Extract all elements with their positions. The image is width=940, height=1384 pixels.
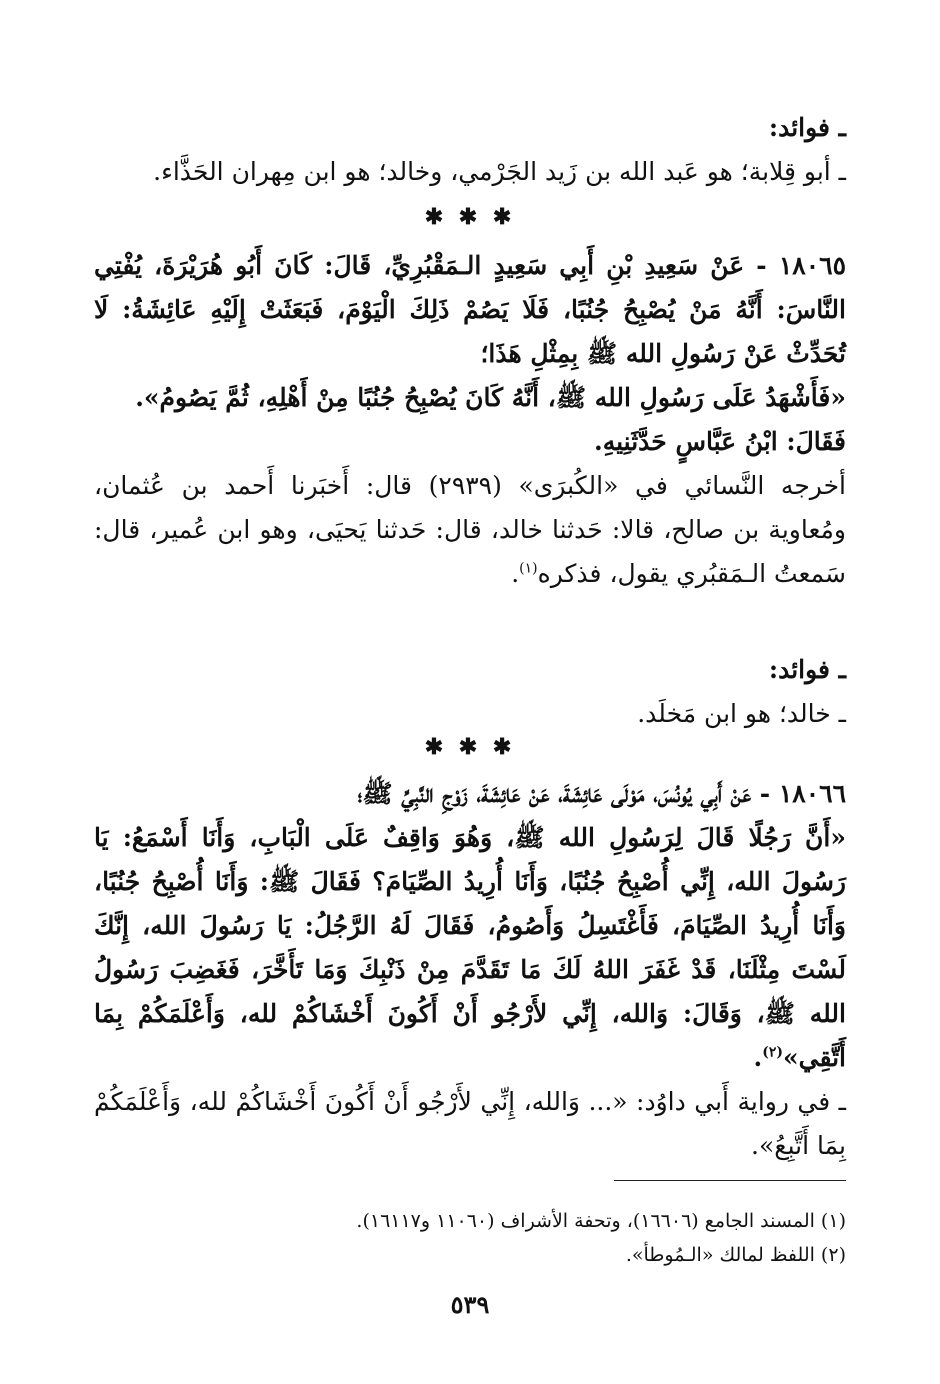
notes-heading-2: ـ فوائد: [768, 655, 846, 684]
hadith-18066-variant: ـ في رواية أَبي داوُد: «... وَالله، إِنِّي لأَرْجُو أَنْ أَكُونَ أَخْشَاكُمْ لله، وَأَعْلَمَكُمْ بِمَا أَتَّبِعُ». [94, 1087, 846, 1160]
takhrij-end: . [511, 559, 520, 588]
notes-line-1: ـ أبو قِلابة؛ هو عَبد الله بن زَيد الجَرْمي، وخالد؛ هو ابن مِهران الحَذَّاء. [153, 157, 846, 186]
hadith-18066-quote-text: «أَنَّ رَجُلًا قَالَ لِرَسُولِ الله ﷺ، وَهُوَ وَاقِفٌ عَلَى الْبَابِ، وَأَنَا أَسْمَعُ: يَا رَسُولَ الله، إِنِّي أُصْبِحُ جُنُبًا، وَأَنَا أُرِيدُ الصِّيَامَ؟ فَقَالَ ﷺ: وَأَنَا أُصْبِحُ جُنُبًا، وَأَنَا أُرِيدُ الصِّيَامَ، فَأَغْتَسِلُ وَأَصُومُ، فَقَالَ لَهُ الرَّجُلُ: يَا رَسُولَ الله، إِنَّكَ لَسْتَ مِثْلَنَا، قَدْ غَفَرَ اللهُ لَكَ مَا تَقَدَّمَ مِنْ ذَنْبِكَ وَمَا تَأَخَّرَ، فَغَضِبَ رَسُولُ الله ﷺ، وَقَالَ: وَالله، إِنِّي لأَرْجُو أَنْ أَكُونَ أَخْشَاكُمْ لله، وَأَعْلَمَكُمْ بِمَا أَتَّقِي» [94, 823, 846, 1072]
notes-heading-1: ـ فوائد: [768, 113, 846, 142]
hadith-18065 [94, 244, 846, 596]
section-separator-1: ✱ ✱ ✱ [424, 204, 516, 230]
hadith-18065-closing: فَقَالَ: ابْنُ عَبَّاسٍ حَدَّثَنِيهِ. [594, 427, 846, 456]
section-separator-2: ✱ ✱ ✱ [424, 734, 516, 760]
hadith-18066-quote [94, 816, 846, 1080]
footnote-1: (١) المسند الجامع (١٦٦٠٦)، وتحفة الأشراف (١١٠٦٠ و١٦١١٧). [356, 1210, 846, 1232]
page-number: ٥٣٩ [450, 1290, 490, 1319]
hadith-18066 [94, 772, 846, 1168]
notes-section-2 [94, 648, 846, 736]
notes-line-2: ـ خالد؛ هو ابن مَخلَد. [637, 699, 846, 728]
hadith-18065-text: ١٨٠٦٥ - عَنْ سَعِيدِ بْنِ أَبِي سَعِيدٍ الـمَقْبُرِيِّ، قَالَ: كَانَ أَبُو هُرَيْرَةَ، يُفْتِي النَّاسَ: أَنَّهُ مَنْ يُصْبِحُ جُنُبًا، فَلَا يَصُمْ ذَلِكَ الْيَوْمَ، فَبَعَثَتْ إِلَيْهِ عَائِشَةُ: لَا تُحَدِّثْ عَنْ رَسُولِ الله ﷺ بِمِثْلِ هَذَا؛ [94, 251, 846, 368]
footnote-ref-2: (٢) [762, 1044, 783, 1061]
footnote-divider [614, 1180, 846, 1181]
hadith-18065-takhrij [94, 464, 846, 596]
footnote-2: (٢) اللفظ لمالك «الـمُوطأ». [625, 1244, 846, 1266]
takhrij-text: أخرجه النَّسائي في «الكُبرَى» (٢٩٣٩) قال: أَخبَرنا أَحمد بن عُثمان، ومُعاوية بن صالح، قالا: حَدثنا خالد، قال: حَدثنا يَحيَى، وهو ابن عُمير، قال: سَمعتُ الـمَقبُري يقول، فذكره [94, 471, 846, 588]
hadith-18065-quote: «فَأَشْهَدُ عَلَى رَسُولِ الله ﷺ، أَنَّهُ كَانَ يُصْبِحُ جُنُبًا مِنْ أَهْلِهِ، ثُمَّ يَصُومُ». [135, 383, 846, 412]
hadith-18066-quote-end: . [753, 1043, 763, 1072]
notes-section-1 [94, 106, 846, 194]
hadith-18066-text: ١٨٠٦٦ - عَنْ أَبِي يُونُسَ، مَوْلَى عَائِشَةَ، عَنْ عَائِشَةَ، زَوْجِ النَّبِيِّ ﷺ؛ [357, 779, 846, 808]
footnote-ref-1: (١) [519, 560, 538, 577]
